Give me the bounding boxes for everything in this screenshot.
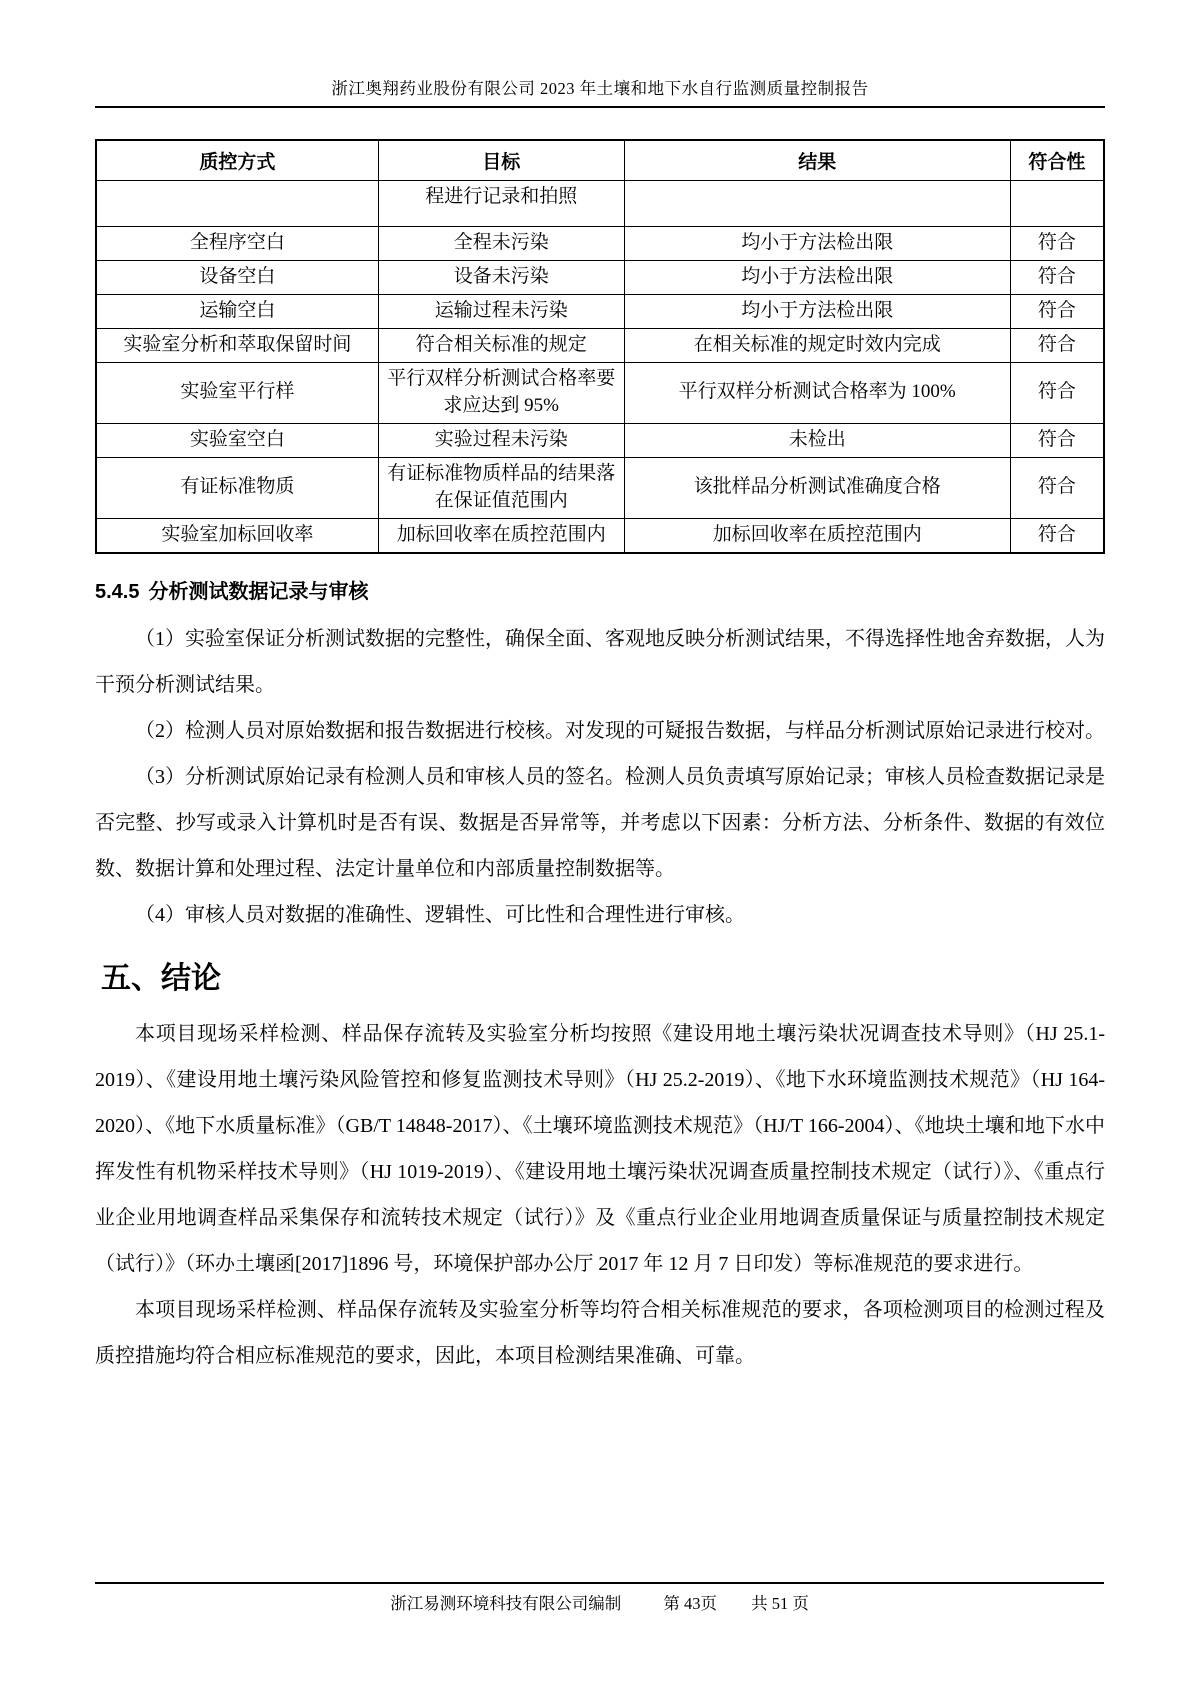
- table-cell: 程进行记录和拍照: [378, 181, 624, 227]
- table-cell: 运输空白: [96, 294, 378, 328]
- table-cell: 平行双样分析测试合格率为 100%: [624, 362, 1010, 423]
- paragraph-545-3: （3）分析测试原始记录有检测人员和审核人员的签名。检测人员负责填写原始记录；审核人员检查数据记录是否完整、抄写或录入计算机时是否有误、数据是否异常等，并考虑以下因素：分析方法、分析条件、数据的有效位数、数据计算和处理过程、法定计量单位和内部质量控制数据等。: [95, 765, 1105, 880]
- table-cell: 加标回收率在质控范围内: [378, 518, 624, 552]
- table-row: [96, 227, 1104, 261]
- paragraph-545-2: （2）检测人员对原始数据和报告数据进行校核。对发现的可疑报告数据，与样品分析测试原始记录进行校对。: [135, 719, 1105, 742]
- table-cell: [1010, 181, 1104, 227]
- footer-publisher: 浙江易测环境科技有限公司编制: [390, 1594, 622, 1613]
- table-header-row: [96, 140, 1104, 181]
- table-cell: [96, 181, 378, 227]
- table-cell: 符合: [1010, 260, 1104, 294]
- table-cell: 均小于方法检出限: [624, 227, 1010, 261]
- table-cell: 实验室加标回收率: [96, 518, 378, 552]
- column-header-result: 结果: [624, 140, 1010, 181]
- table-cell: 全程未污染: [378, 227, 624, 261]
- column-header-method: 质控方式: [96, 140, 378, 181]
- section-number: 5.4.5: [95, 580, 140, 603]
- table-row: [96, 260, 1104, 294]
- table-cell: 有证标准物质: [96, 457, 378, 518]
- table-cell: 有证标准物质样品的结果落在保证值范围内: [378, 457, 624, 518]
- qc-results-table: [95, 139, 1105, 554]
- column-header-target: 目标: [378, 140, 624, 181]
- section-heading-conclusion: 五、结论: [101, 961, 221, 995]
- table-cell: 实验过程未污染: [378, 423, 624, 457]
- table-cell: 符合: [1010, 423, 1104, 457]
- table-row: [96, 518, 1104, 552]
- table-row: [96, 423, 1104, 457]
- section-heading-5-4-5: [95, 577, 1105, 607]
- table-cell: 符合相关标准的规定: [378, 328, 624, 362]
- footer-total-pages: 共 51 页: [751, 1594, 809, 1613]
- page-content: [95, 0, 1105, 1379]
- table-cell: 在相关标准的规定时效内完成: [624, 328, 1010, 362]
- column-header-conformity: 符合性: [1010, 140, 1104, 181]
- table-cell: 符合: [1010, 294, 1104, 328]
- table-cell: 加标回收率在质控范围内: [624, 518, 1010, 552]
- conclusion-paragraph-2: 本项目现场采样检测、样品保存流转及实验室分析等均符合相关标准规范的要求，各项检测项目的检测过程及质控措施均符合相应标准规范的要求，因此，本项目检测结果准确、可靠。: [95, 1298, 1105, 1367]
- paragraph-545-4: （4）审核人员对数据的准确性、逻辑性、可比性和合理性进行审核。: [135, 903, 745, 926]
- table-cell: 运输过程未污染: [378, 294, 624, 328]
- table-cell: 均小于方法检出限: [624, 260, 1010, 294]
- table-row: [96, 181, 1104, 227]
- header-divider-rule: [95, 106, 1105, 108]
- section-title: 分析测试数据记录与审核: [148, 580, 369, 603]
- table-cell: 符合: [1010, 518, 1104, 552]
- table-cell: 均小于方法检出限: [624, 294, 1010, 328]
- table-row: [96, 328, 1104, 362]
- table-cell: 全程序空白: [96, 227, 378, 261]
- table-cell: 设备未污染: [378, 260, 624, 294]
- conclusion-paragraph-1: 本项目现场采样检测、样品保存流转及实验室分析均按照《建设用地土壤污染状况调查技术导则》（HJ 25.1-2019）、《建设用地土壤污染风险管控和修复监测技术导则》（HJ 25.2-2019）、《地下水环境监测技术规范》（HJ 164-2020）、《地下水质量标准》（GB/T 14848-2017）、《土壤环境监测技术规范》（HJ/T 166-2004）、《地块土壤和地下水中挥发性有机物采样技术导则》（HJ 1019-2019）、《建设用地土壤污染状况调查质量控制技术规定（试行）》、《重点行业企业用地调查样品采集保存和流转技术规定（试行）》及《重点行业企业用地调查质量保证与质量控制技术规定（试行）》（环办土壤函[2017]1896 号，环境保护部办公厅 2017 年 12 月 7 日印发）等标准规范的要求进行。: [95, 1022, 1105, 1275]
- table-cell: 平行双样分析测试合格率要求应达到 95%: [378, 362, 624, 423]
- table-cell: 符合: [1010, 328, 1104, 362]
- table-cell: 符合: [1010, 362, 1104, 423]
- table-cell: [624, 181, 1010, 227]
- table-row: [96, 362, 1104, 423]
- table-cell: 未检出: [624, 423, 1010, 457]
- table-row: [96, 457, 1104, 518]
- table-cell: 符合: [1010, 457, 1104, 518]
- table-row: [96, 294, 1104, 328]
- table-cell: 实验室分析和萃取保留时间: [96, 328, 378, 362]
- table-cell: 实验室平行样: [96, 362, 378, 423]
- paragraph-545-1: （1）实验室保证分析测试数据的完整性，确保全面、客观地反映分析测试结果，不得选择性地舍弃数据，人为干预分析测试结果。: [95, 627, 1105, 696]
- table-cell: 实验室空白: [96, 423, 378, 457]
- page-footer: [95, 1582, 1104, 1614]
- table-cell: 符合: [1010, 227, 1104, 261]
- table-cell: 该批样品分析测试准确度合格: [624, 457, 1010, 518]
- document-header-title: 浙江奥翔药业股份有限公司 2023 年土壤和地下水自行监测质量控制报告: [331, 79, 869, 98]
- table-cell: 设备空白: [96, 260, 378, 294]
- footer-page-number: 第 43页: [663, 1594, 717, 1613]
